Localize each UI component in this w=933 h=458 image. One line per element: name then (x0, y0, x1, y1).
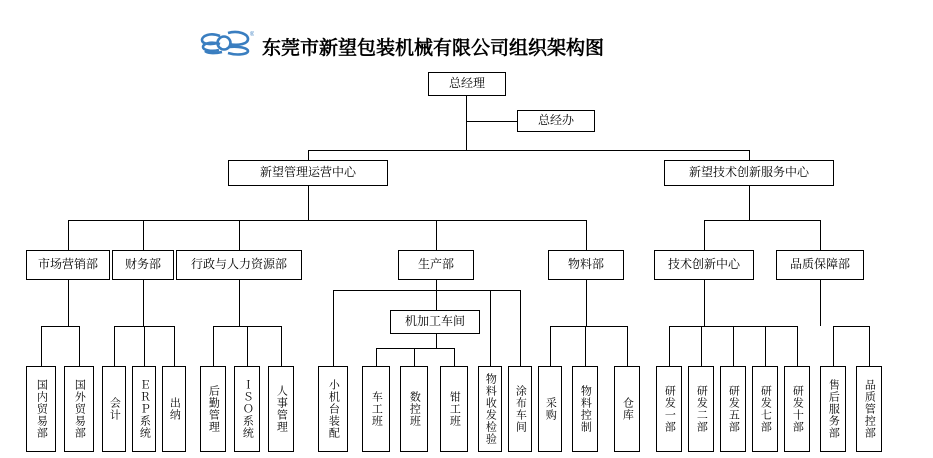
connector-svc-drop (833, 326, 834, 366)
org-node-adm[interactable]: 后勤管理 (200, 366, 226, 452)
connector-coat-drop (520, 290, 521, 366)
connector-lathe-drop (376, 348, 377, 366)
registered-mark: ® (250, 32, 254, 38)
connector-mkt-drop (68, 220, 69, 250)
connector-mgmt-drop (308, 150, 309, 160)
connector-prod-side-bus (333, 290, 520, 291)
connector-asm-drop (333, 290, 334, 366)
org-node-mach[interactable]: 机加工车间 (390, 310, 480, 334)
page-title: 东莞市新望包装机械有限公司组织架构图 (262, 38, 605, 59)
org-node-cash[interactable]: 出纳 (162, 366, 186, 452)
connector-dom-drop (41, 326, 42, 366)
connector-insp-drop (490, 290, 491, 366)
connector-qa-drop (820, 220, 821, 250)
org-node-erp[interactable]: ＥＲＰ系统 (132, 366, 156, 452)
connector-mkt-down (68, 280, 69, 326)
connector-tic-drop (704, 220, 705, 250)
org-node-buy[interactable]: 采购 (538, 366, 562, 452)
org-node-matctl[interactable]: 物料控制 (572, 366, 598, 452)
org-node-rd5[interactable]: 研发五部 (720, 366, 746, 452)
connector-mat-drop (586, 220, 587, 250)
org-node-mkt[interactable]: 市场营销部 (26, 250, 110, 280)
org-node-tic[interactable]: 技术创新中心 (654, 250, 754, 280)
org-node-cnc[interactable]: 数控班 (400, 366, 428, 452)
connector-mat-down (586, 280, 587, 326)
org-node-coat[interactable]: 涂布车间 (508, 366, 532, 452)
org-node-mat[interactable]: 物料部 (548, 250, 624, 280)
connector-mgmt-down (308, 186, 309, 220)
org-node-fit[interactable]: 钳工班 (440, 366, 468, 452)
connector-cnc-drop (414, 348, 415, 366)
connector-hr-down (239, 280, 240, 326)
connector-prod-down (436, 280, 437, 310)
org-node-wh[interactable]: 仓库 (614, 366, 640, 452)
org-node-rd10[interactable]: 研发十部 (784, 366, 810, 452)
connector-cash-drop (174, 326, 175, 366)
connector-tic-down (704, 280, 705, 326)
connector-rd10-drop (797, 326, 798, 366)
org-node-per[interactable]: 人事管理 (268, 366, 294, 452)
org-node-qa[interactable]: 品质保障部 (776, 250, 864, 280)
connector-tech-down (749, 186, 750, 220)
org-node-asm[interactable]: 小机台装配 (318, 366, 348, 452)
connector-rd5-drop (733, 326, 734, 366)
connector-qa-down (820, 280, 821, 326)
connector-hr-drop (239, 220, 240, 250)
org-node-svc[interactable]: 售后服务部 (820, 366, 846, 452)
org-node-qc[interactable]: 品质管控部 (856, 366, 882, 452)
org-node-dom[interactable]: 国内贸易部 (26, 366, 56, 452)
org-node-prod[interactable]: 生产部 (398, 250, 474, 280)
connector-fit-drop (454, 348, 455, 366)
connector-gm-to-gmo (466, 121, 517, 122)
connector-per-drop (281, 326, 282, 366)
connector-erp-drop (144, 326, 145, 366)
connector-gm-down-stub (466, 96, 467, 150)
connector-level2-bus (308, 150, 749, 151)
connector-mach-bus (376, 348, 454, 349)
connector-acc-drop (114, 326, 115, 366)
connector-buy-drop (550, 326, 551, 366)
org-node-insp[interactable]: 物料收发检验 (478, 366, 502, 452)
org-node-iso[interactable]: ＩＳＯ系统 (234, 366, 260, 452)
connector-rd2-drop (701, 326, 702, 366)
org-node-intl[interactable]: 国外贸易部 (64, 366, 94, 452)
connector-matctl-drop (585, 326, 586, 366)
connector-mat-bus (550, 326, 627, 327)
connector-tech-drop (749, 150, 750, 160)
connector-mach-down (436, 334, 437, 348)
connector-rd1-drop (669, 326, 670, 366)
org-node-fin[interactable]: 财务部 (112, 250, 174, 280)
connector-wh-drop (627, 326, 628, 366)
org-node-acc[interactable]: 会计 (102, 366, 126, 452)
org-node-rd1[interactable]: 研发一部 (656, 366, 682, 452)
org-node-hr[interactable]: 行政与人力资源部 (176, 250, 302, 280)
org-node-rd7[interactable]: 研发七部 (752, 366, 778, 452)
connector-intl-drop (79, 326, 80, 366)
connector-qa-bus (833, 326, 869, 327)
connector-tech-bus (704, 220, 820, 221)
org-node-mgmt[interactable]: 新望管理运营中心 (228, 160, 388, 186)
org-node-lathe[interactable]: 车工班 (362, 366, 390, 452)
org-node-rd2[interactable]: 研发二部 (688, 366, 714, 452)
org-node-gmo[interactable]: 总经办 (517, 110, 595, 132)
org-node-tech[interactable]: 新望技术创新服务中心 (664, 160, 834, 186)
connector-qc-drop (869, 326, 870, 366)
connector-rd7-drop (765, 326, 766, 366)
connector-fin-drop (143, 220, 144, 250)
connector-mkt-bus (41, 326, 79, 327)
company-logo-icon (198, 27, 254, 61)
org-node-gm[interactable]: 总经理 (428, 72, 506, 96)
connector-prod-drop (436, 220, 437, 250)
connector-adm-drop (213, 326, 214, 366)
connector-mgmt-bus (68, 220, 586, 221)
connector-fin-down (143, 280, 144, 326)
connector-iso-drop (247, 326, 248, 366)
